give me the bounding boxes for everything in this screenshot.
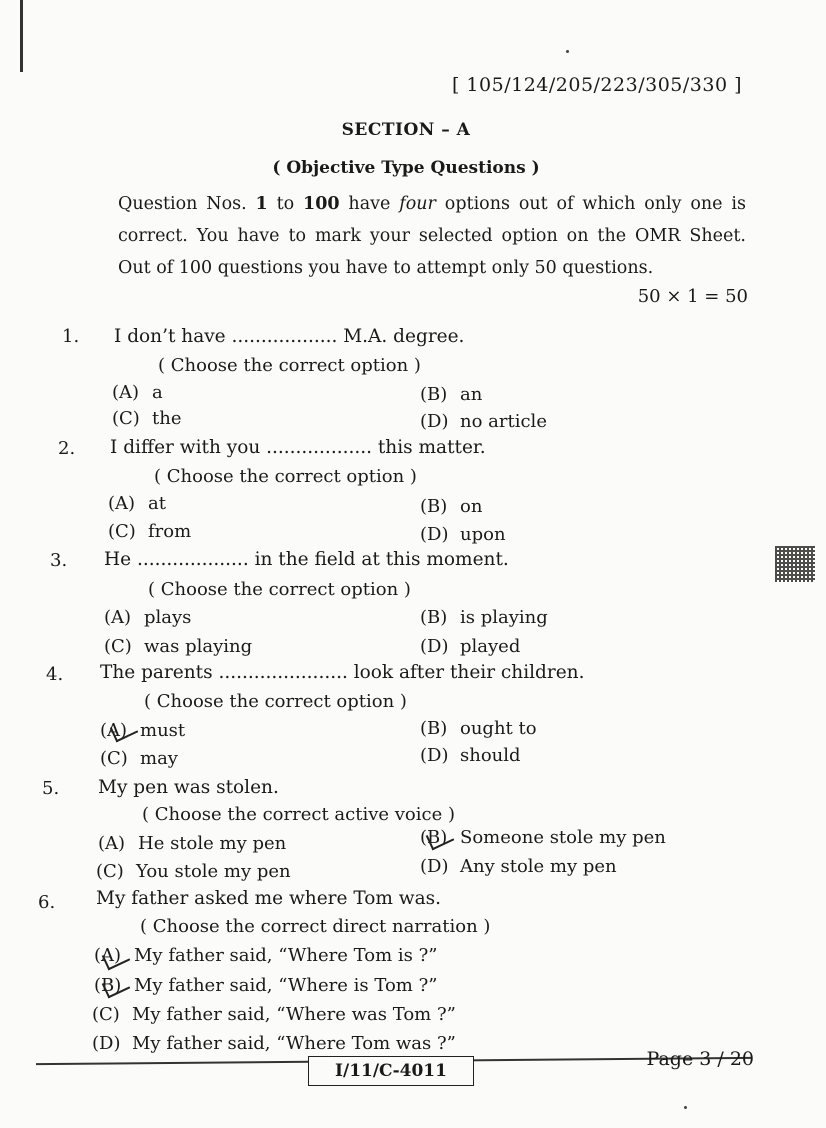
question-number: 2. xyxy=(58,438,76,459)
question-number: 4. xyxy=(46,664,64,685)
section-subtitle: ( Objective Type Questions ) xyxy=(272,158,540,178)
question-text: He ................... in the field at this moment. xyxy=(104,549,509,570)
option-d: (D) should xyxy=(420,745,521,766)
question-hint: ( Choose the correct option ) xyxy=(158,355,421,376)
marks-formula: 50 × 1 = 50 xyxy=(637,286,748,307)
option-b: (B) is playing xyxy=(420,607,548,628)
option-b: (B) on xyxy=(420,496,483,517)
option-c: (C) was playing xyxy=(104,636,253,657)
question-text: The parents ...................... look after their children. xyxy=(100,662,585,683)
option-a: (A) a xyxy=(112,382,163,403)
question-number: 1. xyxy=(62,326,80,347)
footer-code: I/11/C-4011 xyxy=(308,1056,474,1086)
question-hint: ( Choose the correct option ) xyxy=(144,691,407,712)
option-a: (A) He stole my pen xyxy=(98,833,287,854)
qr-code-icon xyxy=(775,546,815,582)
option-c: (C) You stole my pen xyxy=(96,861,291,882)
option-a: (A) plays xyxy=(104,607,192,628)
option-c: (C) may xyxy=(100,748,178,769)
option-a: (A) My father said, “Where Tom is ?” xyxy=(94,945,438,966)
option-c: (C) the xyxy=(112,408,182,429)
question-text: I don’t have .................. M.A. degree. xyxy=(114,326,465,347)
option-b: (B) My father said, “Where is Tom ?” xyxy=(94,975,438,996)
question-hint: ( Choose the correct active voice ) xyxy=(142,804,455,825)
instructions: Question Nos. 1 to 100 have four options out of which only one is correct. You have to mark your selected option on the OMR Sheet. Out of 100 questions you have to attempt only 50 questions. xyxy=(118,194,746,278)
option-d: (D) no article xyxy=(420,411,547,432)
page-number: Page 3 / 20 xyxy=(646,1048,754,1070)
option-a: (A) must xyxy=(100,720,186,741)
speck xyxy=(566,50,569,53)
option-c: (C) from xyxy=(108,521,192,542)
question-number: 5. xyxy=(42,778,60,799)
margin-line xyxy=(20,0,23,72)
question-number: 3. xyxy=(50,550,68,571)
option-a: (A) at xyxy=(108,493,166,514)
option-d: (D) My father said, “Where Tom was ?” xyxy=(92,1033,456,1054)
question-number: 6. xyxy=(38,892,56,913)
option-b: (B) an xyxy=(420,384,483,405)
question-text: My pen was stolen. xyxy=(98,777,279,798)
option-c: (C) My father said, “Where was Tom ?” xyxy=(92,1004,456,1025)
option-d: (D) upon xyxy=(420,524,506,545)
section-title: SECTION – A xyxy=(341,120,471,140)
option-d: (D) played xyxy=(420,636,521,657)
paper-code: [ 105/124/205/223/305/330 ] xyxy=(451,74,742,96)
question-hint: ( Choose the correct option ) xyxy=(148,579,411,600)
speck xyxy=(684,1106,687,1109)
question-hint: ( Choose the correct direct narration ) xyxy=(140,916,491,937)
option-b: (B) ought to xyxy=(420,718,537,739)
option-d: (D) Any stole my pen xyxy=(420,856,617,877)
question-text: I differ with you .................. this matter. xyxy=(110,437,486,458)
question-hint: ( Choose the correct option ) xyxy=(154,466,417,487)
question-text: My father asked me where Tom was. xyxy=(96,888,442,909)
option-b: (B) Someone stole my pen xyxy=(420,827,666,848)
